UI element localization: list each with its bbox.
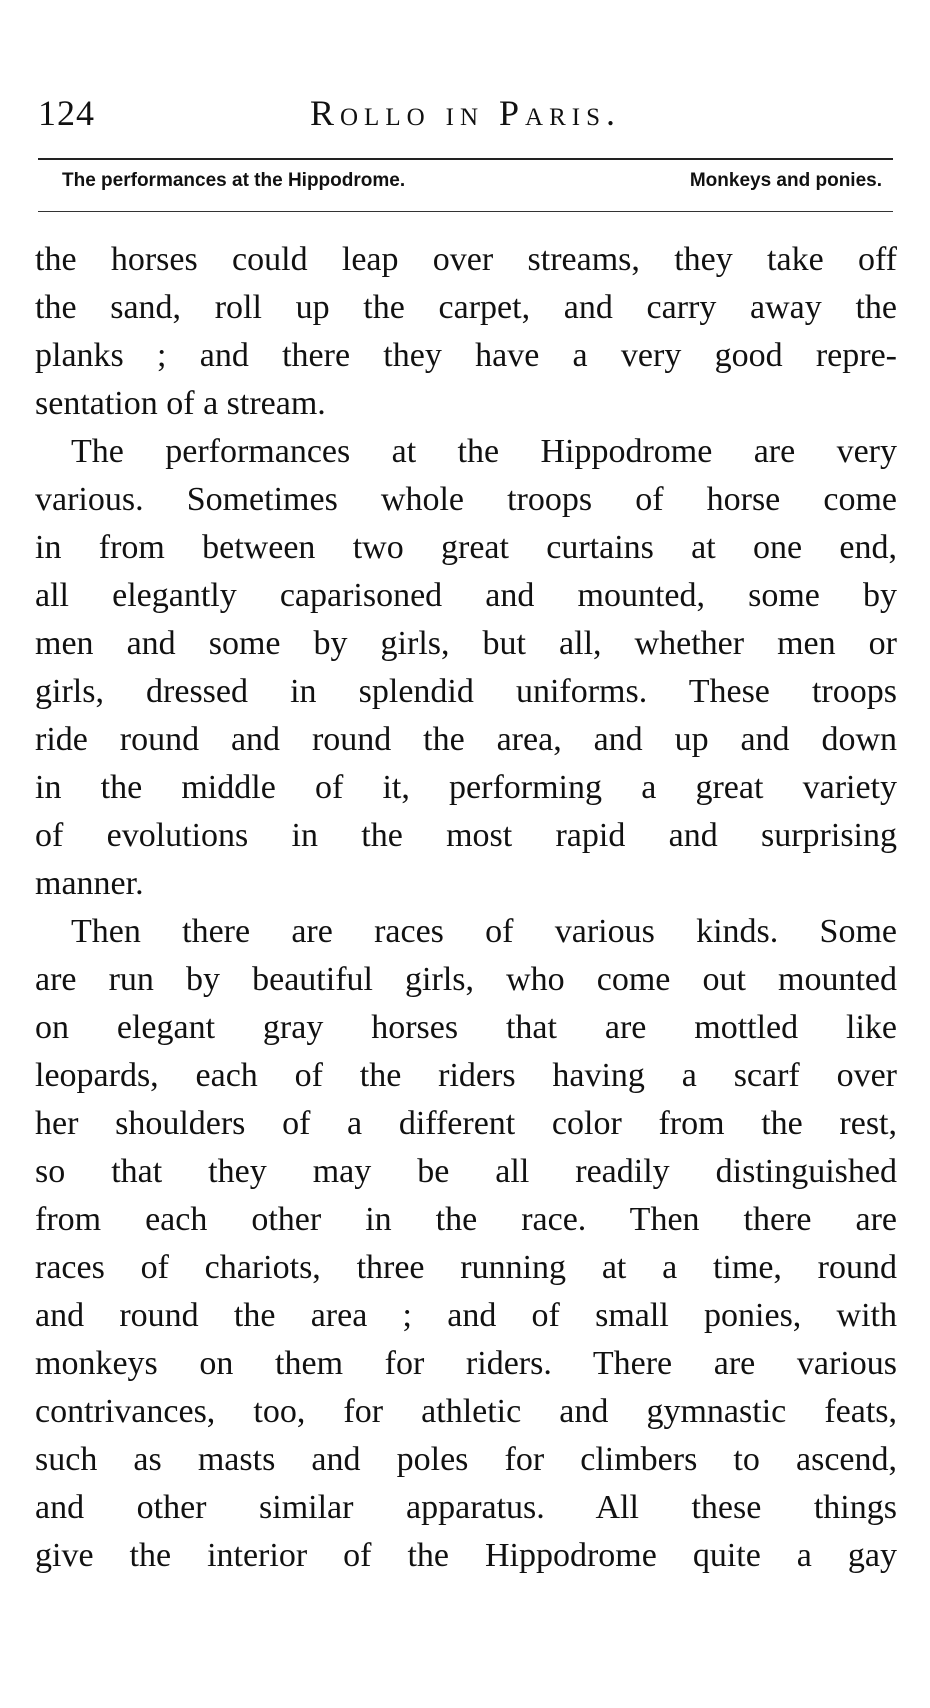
text-line: races of chariots, three running at a time, round xyxy=(35,1249,897,1286)
text-line: leopards, each of the riders having a scarf over xyxy=(35,1057,897,1094)
text-line: contrivances, too, for athletic and gymnastic feats, xyxy=(35,1393,897,1430)
text-line: men and some by girls, but all, whether men or xyxy=(35,625,897,662)
text-line: various. Sometimes whole troops of horse come xyxy=(35,481,897,518)
page-number: 124 xyxy=(38,93,95,133)
section-subheader xyxy=(62,170,882,200)
text-line: Then there are races of various kinds. Some xyxy=(71,913,897,950)
text-line: and round the area ; and of small ponies, with xyxy=(35,1297,897,1334)
text-line: are run by beautiful girls, who come out mounted xyxy=(35,961,897,998)
text-line: on elegant gray horses that are mottled like xyxy=(35,1009,897,1046)
text-line: monkeys on them for riders. There are various xyxy=(35,1345,897,1382)
text-line: so that they may be all readily distinguished xyxy=(35,1153,897,1190)
text-line: The performances at the Hippodrome are very xyxy=(71,433,897,470)
text-line: the horses could leap over streams, they take off xyxy=(35,241,897,278)
text-line: planks ; and there they have a very good repre- xyxy=(35,337,897,374)
text-line: from each other in the race. Then there are xyxy=(35,1201,897,1238)
text-line: and other similar apparatus. All these things xyxy=(35,1489,897,1526)
page-header xyxy=(38,92,893,142)
body-text xyxy=(35,236,897,1580)
text-line: manner. xyxy=(35,865,144,902)
subheader-right: Monkeys and ponies. xyxy=(689,170,882,191)
text-line: give the interior of the Hippodrome quite a gay xyxy=(35,1537,897,1574)
text-line: the sand, roll up the carpet, and carry away the xyxy=(35,289,897,326)
text-line: in from between two great curtains at one end, xyxy=(35,529,897,566)
subheader-left: The performances at the Hippodrome. xyxy=(62,170,406,191)
text-line: her shoulders of a different color from the rest, xyxy=(35,1105,897,1142)
text-line: such as masts and poles for climbers to ascend, xyxy=(35,1441,897,1478)
text-line: ride round and round the area, and up and down xyxy=(35,721,897,758)
text-line: in the middle of it, performing a great variety xyxy=(35,769,897,806)
text-line: girls, dressed in splendid uniforms. These troops xyxy=(35,673,897,710)
text-line: sentation of a stream. xyxy=(35,385,326,422)
running-title: Rollo in Paris. xyxy=(309,93,622,133)
text-line: of evolutions in the most rapid and surprising xyxy=(35,817,897,854)
header-rule xyxy=(38,158,893,160)
text-line: all elegantly caparisoned and mounted, some by xyxy=(35,577,897,614)
subheader-rule xyxy=(38,211,893,212)
